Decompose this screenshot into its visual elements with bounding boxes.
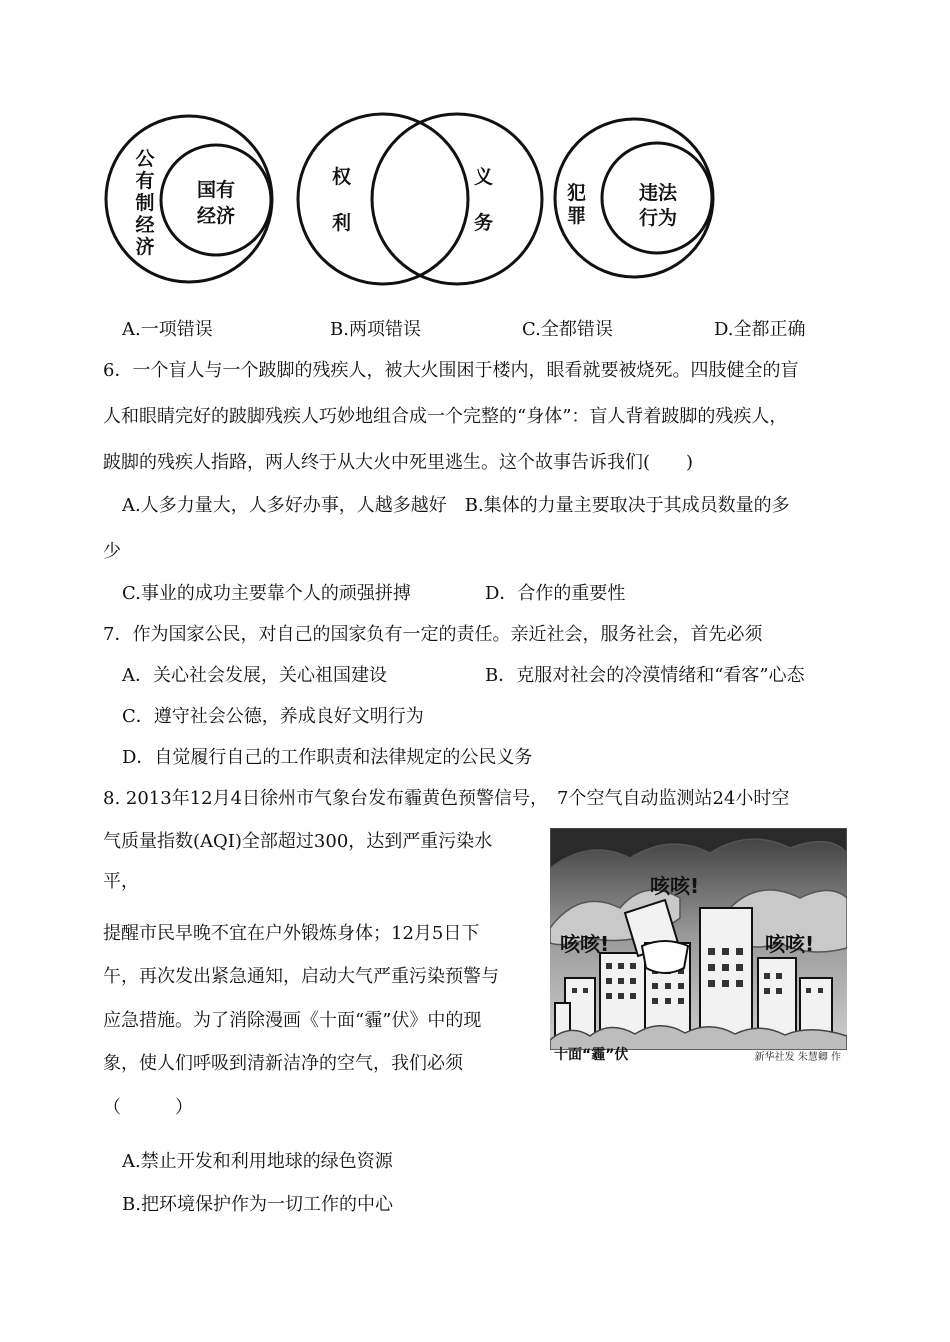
illegal-act-label-2: 行为 xyxy=(638,207,677,229)
crime-label-2: 罪 xyxy=(567,205,587,227)
q5-option-c: C.全都错误 xyxy=(522,319,613,340)
q7-option-c: C．遵守社会公德，养成良好文明行为 xyxy=(122,706,424,727)
q6-stem-line1: 6．一个盲人与一个跛脚的残疾人，被大火围困于楼内，眼看就要被烧死。四肢健全的盲 xyxy=(103,360,799,381)
q6-stem-line3: 跛脚的残疾人指路，两人终于从大火中死里逃生。这个故事告诉我们( ) xyxy=(103,452,694,473)
q8-stem-line4: 提醒市民早晚不宜在户外锻炼身体；12月5日下 xyxy=(103,923,480,944)
cartoon-title: 十面“霾”伏 xyxy=(554,1047,629,1063)
smog-cartoon xyxy=(550,828,847,1068)
q7-stem: 7．作为国家公民，对自己的国家负有一定的责任。亲近社会，服务社会，首先必须 xyxy=(103,624,763,645)
duties-circle xyxy=(372,114,542,284)
rights-label-1: 权 xyxy=(332,166,352,188)
q6-option-b-cont: 少 xyxy=(103,541,121,562)
state-economy-label-1: 国有 xyxy=(196,179,235,201)
q7-option-a: A．关心社会发展，关心祖国建设 xyxy=(122,665,387,686)
q6-option-c: C.事业的成功主要靠个人的顽强拼搏 xyxy=(122,583,411,604)
duties-label-2: 务 xyxy=(474,212,494,234)
q8-stem-line3: 平， xyxy=(103,871,139,892)
q8-option-a: A.禁止开发和利用地球的绿色资源 xyxy=(122,1151,393,1172)
q6-option-ab: A.人多力量大，人多好办事，人越多越好 B.集体的力量主要取决于其成员数量的多 xyxy=(122,495,790,516)
illegal-act-label-1: 违法 xyxy=(638,182,677,204)
cough-text-right: 咳咳! xyxy=(765,932,815,956)
q7-option-b: B．克服对社会的冷漠情绪和“看客”心态 xyxy=(485,665,805,686)
q8-stem-line7: 象，使人们呼吸到清新洁净的空气，我们必须 xyxy=(103,1053,463,1074)
public-economy-label: 公有制经济 xyxy=(135,148,155,258)
q6-option-d: D．合作的重要性 xyxy=(485,583,626,604)
cartoon-credit: 新华社发 朱慧卿 作 xyxy=(754,1052,841,1063)
q6-stem-line2: 人和眼睛完好的跛脚残疾人巧妙地组合成一个完整的“身体”：盲人背着跛脚的残疾人， xyxy=(103,406,788,427)
q5-option-d: D.全都正确 xyxy=(714,319,806,340)
q7-option-d: D．自觉履行自己的工作职责和法律规定的公民义务 xyxy=(122,747,533,768)
rights-label-2: 利 xyxy=(332,212,352,234)
q8-stem-line6: 应急措施。为了消除漫画《十面“霾”伏》中的现 xyxy=(103,1010,482,1031)
q5-option-a: A.一项错误 xyxy=(122,319,213,340)
q8-stem-line5: 午，再次发出紧急通知，启动大气严重污染预警与 xyxy=(103,966,499,987)
duties-label-1: 义 xyxy=(474,166,494,188)
state-economy-label-2: 经济 xyxy=(196,205,235,227)
q8-stem-line2: 气质量指数(AQI)全部超过300，达到严重污染水 xyxy=(103,831,493,852)
q8-stem-line1: 8. 2013年12月4日徐州市气象台发布霾黄色预警信号， 7个空气自动监测站24小时空 xyxy=(103,788,790,809)
cough-text-left: 咳咳! xyxy=(560,932,610,956)
cough-text-top: 咳咳! xyxy=(650,874,700,898)
crime-label-1: 犯 xyxy=(567,182,587,204)
q5-option-b: B.两项错误 xyxy=(330,319,421,340)
rights-circle xyxy=(298,114,468,284)
q8-answer-paren: （ ） xyxy=(103,1097,193,1118)
q8-option-b: B.把环境保护作为一切工作的中心 xyxy=(122,1194,393,1215)
